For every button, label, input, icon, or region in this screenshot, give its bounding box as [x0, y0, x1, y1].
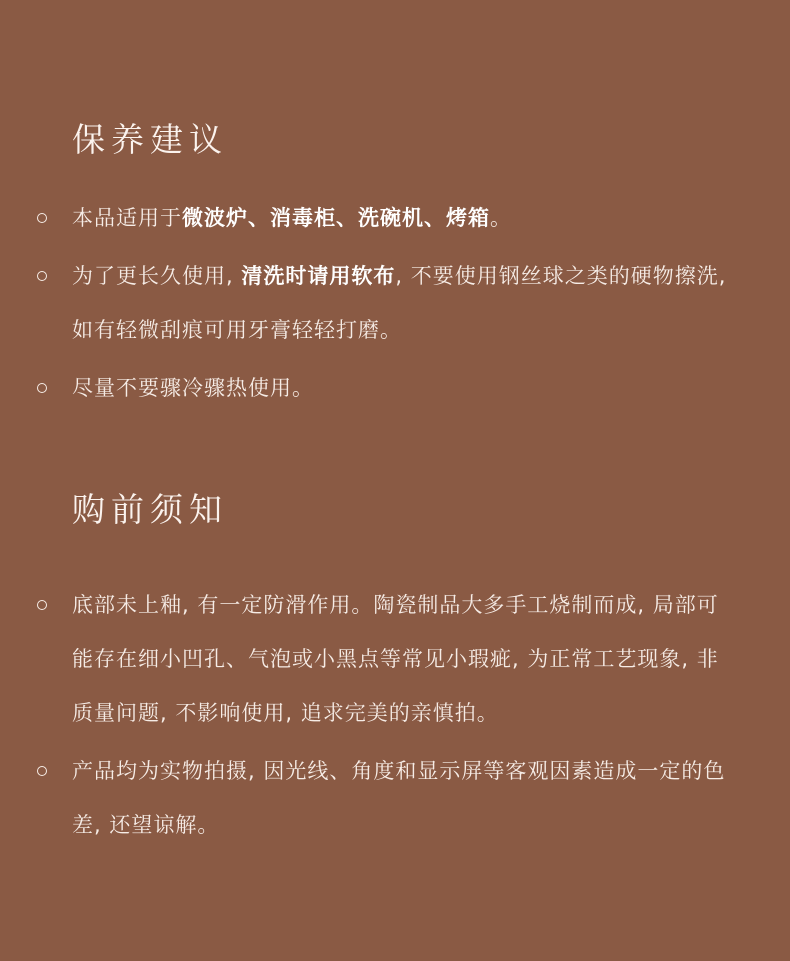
care-item-text-end: , 不要使用钢丝球之类的硬物擦洗, 如有轻微刮痕可用牙膏轻轻打磨。 [72, 264, 727, 342]
care-item-temperature [0, 361, 790, 415]
purchase-item-text: 底部未上釉, 有一定防滑作用。陶瓷制品大多手工烧制而成, 局部可能存在细小凹孔、气泡或小黑点等常见小瑕疵, 为正常工艺现象, 非质量问题, 不影响使用, 追求完美的亲慎拍。 [72, 593, 719, 725]
circle-bullet-icon [37, 271, 47, 281]
care-list [0, 191, 790, 415]
care-item-highlight: 清洗时请用软布 [241, 264, 396, 288]
care-item-appliances [0, 191, 790, 245]
care-item-text: 为了更长久使用, [72, 264, 242, 288]
purchase-item-glaze [0, 578, 790, 740]
purchase-item-color [0, 744, 790, 852]
care-item-cleaning [0, 249, 790, 357]
circle-bullet-icon [37, 213, 47, 223]
care-item-text-end: 。 [490, 206, 512, 230]
care-heading: 保养建议 [72, 120, 228, 159]
purchase-section [0, 482, 790, 852]
purchase-heading: 购前须知 [72, 490, 228, 529]
circle-bullet-icon [37, 766, 47, 776]
care-item-highlight: 微波炉、消毒柜、洗碗机、烤箱 [182, 206, 490, 230]
care-item-text: 本品适用于 [72, 206, 182, 230]
purchase-list [0, 578, 790, 852]
purchase-item-text: 产品均为实物拍摄, 因光线、角度和显示屏等客观因素造成一定的色差, 还望谅解。 [72, 759, 726, 837]
circle-bullet-icon [37, 600, 47, 610]
care-section [0, 112, 790, 415]
circle-bullet-icon [37, 383, 47, 393]
care-item-text: 尽量不要骤冷骤热使用。 [72, 376, 314, 400]
